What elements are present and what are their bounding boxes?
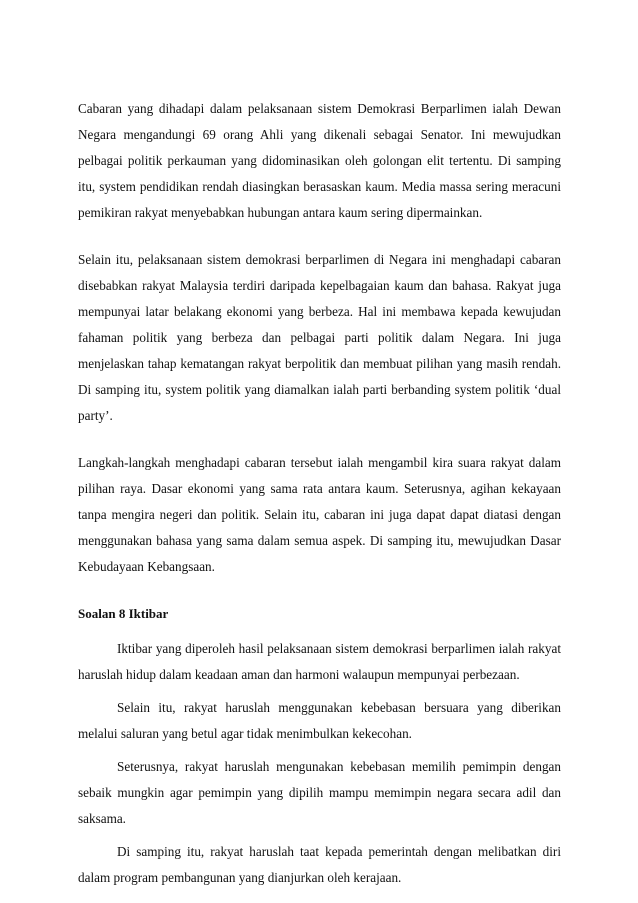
iktibar-paragraph-4: Di samping itu, rakyat haruslah taat kepada pemerintah dengan melibatkan diri dalam program pembangunan yang dianjurkan oleh kerajaan. [78, 844, 561, 885]
iktibar-paragraph-3: Seterusnya, rakyat haruslah mengunakan kebebasan memilih pemimpin dengan sebaik mungkin agar pemimpin yang dipilih mampu memimpin negara secara adil dan saksama. [78, 759, 561, 826]
paragraph-cabaran: Cabaran yang dihadapi dalam pelaksanaan sistem Demokrasi Berparlimen ialah Dewan Negara mengandungi 69 orang Ahli yang dikenali sebagai Senator. Ini mewujudkan pelbagai politik perkauman yang didominasikan oleh golongan elit tertentu. Di samping itu, system pendidikan rendah diasingkan berasaskan kaum. Media massa sering meracuni pemikiran rakyat menyebabkan hubungan antara kaum sering dipermainkan. [78, 101, 561, 220]
document-page [78, 96, 561, 898]
section-heading: Soalan 8 Iktibar [78, 606, 169, 621]
iktibar-paragraph-1: Iktibar yang diperoleh hasil pelaksanaan sistem demokrasi berparlimen ialah rakyat haruslah hidup dalam keadaan aman dan harmoni walaupun mempunyai perbezaan. [78, 641, 561, 682]
iktibar-paragraph-2: Selain itu, rakyat haruslah menggunakan kebebasan bersuara yang diberikan melalui saluran yang betul agar tidak menimbulkan kekecohan. [78, 700, 561, 741]
section-soalan-8 [78, 601, 561, 891]
paragraph-selain-itu: Selain itu, pelaksanaan sistem demokrasi berparlimen di Negara ini menghadapi cabaran disebabkan rakyat Malaysia terdiri daripada kepelbagaian kaum dan bahasa. Rakyat juga mempunyai latar belakang ekonomi yang berbeza. Hal ini membawa kepada kewujudan fahaman politik yang berbeza dan pelbagai parti politik dalam Negara. Ini juga menjelaskan tahap kematangan rakyat berpolitik dan membuat pilihan yang masih rendah. Di samping itu, system politik yang diamalkan ialah parti berbanding system politik ‘dual party’. [78, 252, 561, 423]
paragraph-langkah: Langkah-langkah menghadapi cabaran tersebut ialah mengambil kira suara rakyat dalam pilihan raya. Dasar ekonomi yang sama rata antara kaum. Seterusnya, agihan kekayaan tanpa mengira negeri dan politik. Selain itu, cabaran ini juga dapat dapat diatasi dengan menggunakan bahasa yang sama dalam semua aspek. Di samping itu, mewujudkan Dasar Kebudayaan Kebangsaan. [78, 455, 561, 574]
